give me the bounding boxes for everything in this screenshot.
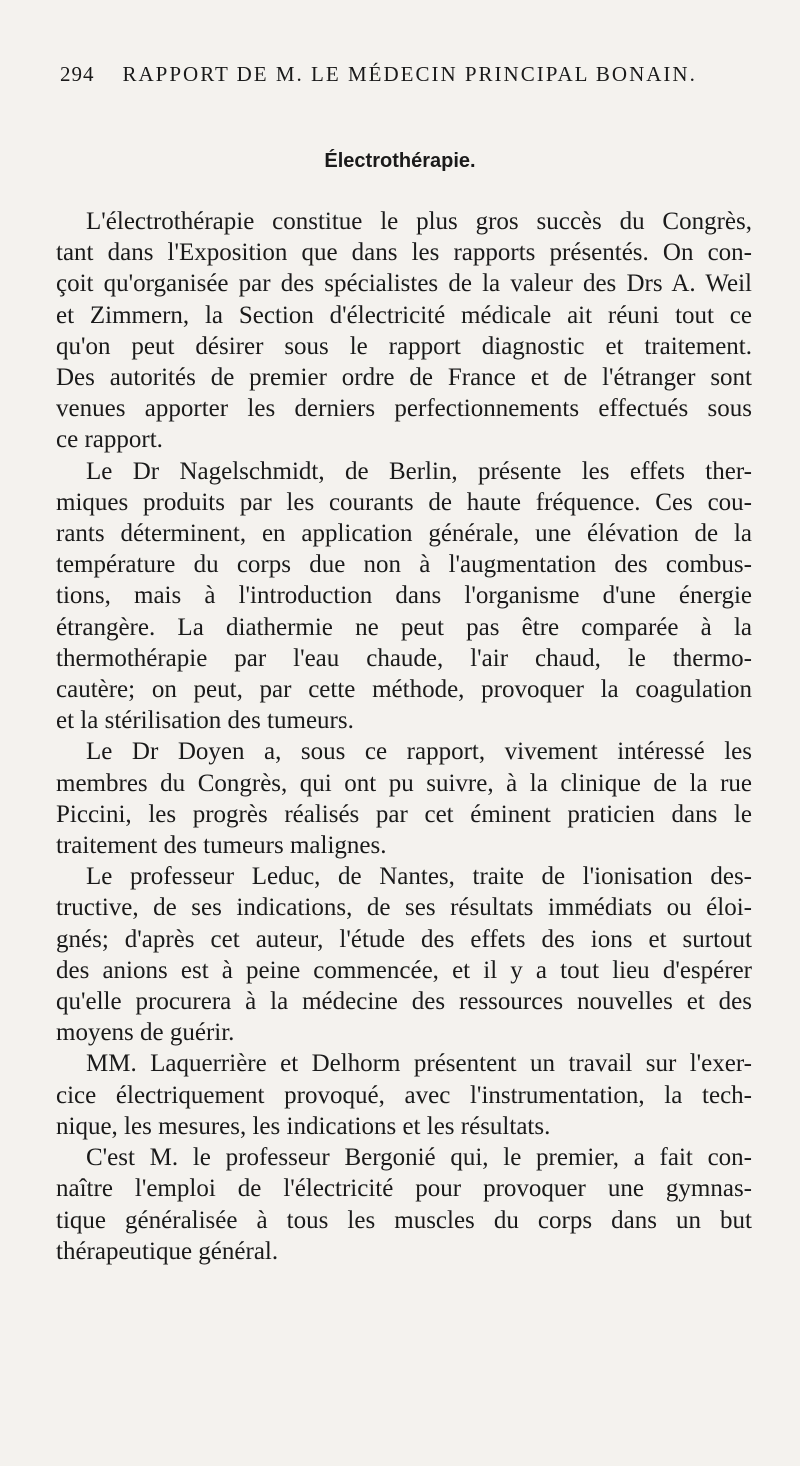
paragraph <box>56 1048 752 1142</box>
text-line: venues apporter les derniers perfectionnements effectués sous <box>56 395 752 423</box>
text-line: thérapeutique général. <box>56 1237 279 1265</box>
text-line: tions, mais à l'introduction dans l'organisme d'une énergie <box>56 582 752 610</box>
section-title: Électrothérapie. <box>324 150 476 172</box>
paragraph <box>56 736 752 861</box>
text-line: nique, les mesures, les indications et les résultats. <box>56 1112 551 1140</box>
text-line: C'est M. le professeur Bergonié qui, le premier, a fait con- <box>86 1144 752 1172</box>
text-line: tructive, de ses indications, de ses résultats immédiats ou éloi- <box>56 894 752 922</box>
text-line: étrangère. La diathermie ne peut pas être comparée à la <box>56 613 752 641</box>
text-line: qu'elle procurera à la médecine des ressources nouvelles et des <box>56 988 752 1016</box>
text-line: et Zimmern, la Section d'électricité médicale ait réuni tout ce <box>56 301 752 329</box>
text-line: miques produits par les courants de haute fréquence. Ces cou- <box>56 488 752 516</box>
text-line: naître l'emploi de l'électricité pour provoquer une gymnas- <box>56 1175 752 1203</box>
paragraph <box>56 206 752 456</box>
text-line: Piccini, les progrès réalisés par cet éminent praticien dans le <box>56 800 752 828</box>
text-line: température du corps due non à l'augmentation des combus- <box>56 551 752 579</box>
text-line: ce rapport. <box>56 426 163 454</box>
text-line: moyens de guérir. <box>56 1019 235 1047</box>
body-text <box>56 206 752 1267</box>
paragraph <box>56 1142 752 1267</box>
text-line: Le professeur Leduc, de Nantes, traite de l'ionisation des- <box>86 863 752 891</box>
text-line: membres du Congrès, qui ont pu suivre, à la clinique de la rue <box>56 769 752 797</box>
text-line: cice électriquement provoqué, avec l'instrumentation, la tech- <box>56 1081 752 1109</box>
paragraph <box>56 861 752 1048</box>
page-number: 294 <box>60 62 95 86</box>
text-line: L'électrothérapie constitue le plus gros succès du Congrès, <box>86 208 752 235</box>
text-line: MM. Laquerrière et Delhorm présentent un travail sur l'exer- <box>86 1050 752 1078</box>
running-title: RAPPORT DE M. LE MÉDECIN PRINCIPAL BONAIN. <box>122 62 697 86</box>
text-line: des anions est à peine commencée, et il y a tout lieu d'espérer <box>56 956 752 984</box>
text-line: tique généralisée à tous les muscles du corps dans un but <box>56 1206 752 1234</box>
text-line: qu'on peut désirer sous le rapport diagnostic et traitement. <box>56 332 752 360</box>
text-line: thermothérapie par l'eau chaude, l'air chaud, le thermo- <box>56 644 752 672</box>
text-line: gnés; d'après cet auteur, l'étude des effets des ions et surtout <box>56 925 752 953</box>
text-line: Le Dr Nagelschmidt, de Berlin, présente les effets ther- <box>86 457 752 485</box>
text-line: Des autorités de premier ordre de France et de l'étranger sont <box>56 364 752 392</box>
text-line: et la stérilisation des tumeurs. <box>56 707 354 735</box>
paragraph <box>56 456 752 737</box>
text-line: tant dans l'Exposition que dans les rapports présentés. On con- <box>56 239 752 267</box>
text-line: traitement des tumeurs malignes. <box>56 832 387 860</box>
text-line: rants déterminent, en application générale, une élévation de la <box>56 520 752 548</box>
text-line: cautère; on peut, par cette méthode, provoquer la coagulation <box>56 676 752 704</box>
text-line: çoit qu'organisée par des spécialistes de la valeur des Drs A. Weil <box>56 270 752 298</box>
text-line: Le Dr Doyen a, sous ce rapport, vivement intéressé les <box>86 738 752 766</box>
page-header <box>60 62 700 87</box>
